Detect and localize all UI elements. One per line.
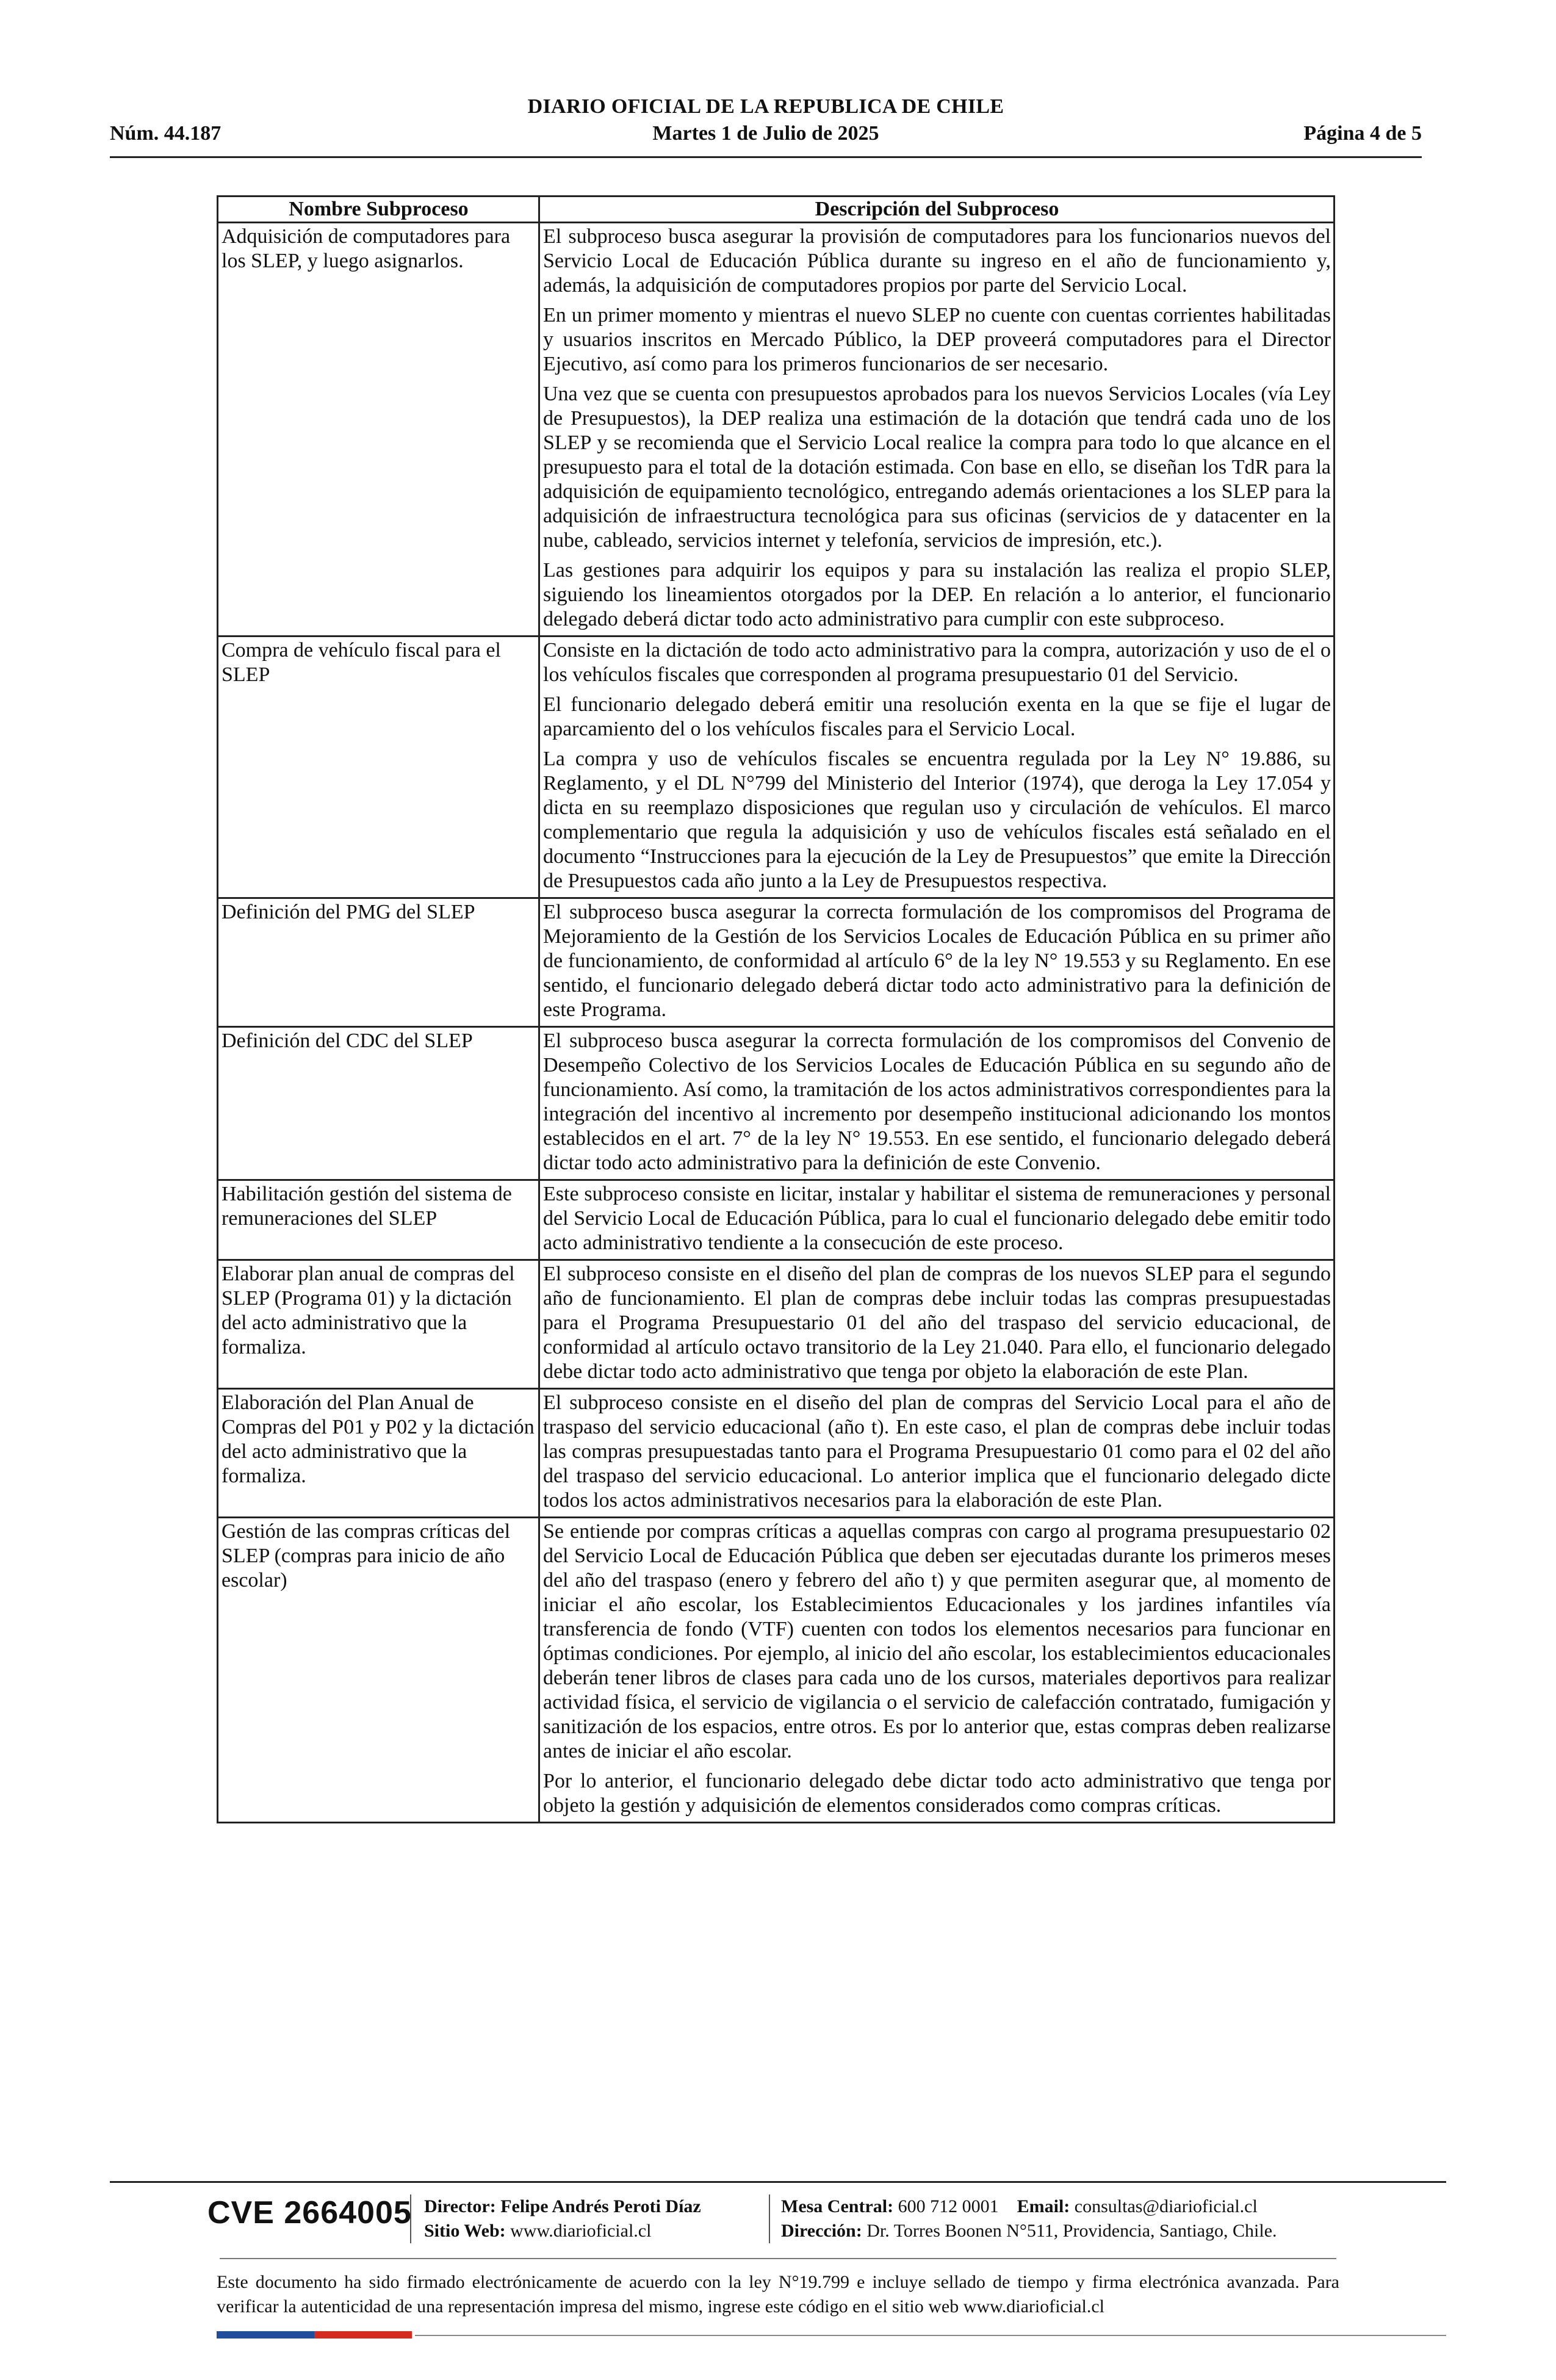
header-divider	[110, 156, 1422, 158]
footer-divider	[110, 2181, 1446, 2183]
footer-director-block	[424, 2194, 701, 2243]
address-label: Dirección:	[781, 2221, 862, 2241]
footer-bottom-line	[415, 2335, 1446, 2336]
description-paragraph: El funcionario delegado deberá emitir una resolución exenta en la que se fije el lugar de aparcamiento del o los vehículos fiscales para el Servicio Local.	[543, 693, 1331, 740]
description-paragraph: En un primer momento y mientras el nuevo SLEP no cuente con cuentas corrientes habilitadas y usuarios inscritos en Mercado Público, la DEP proveerá computadores para el Director Ejecutivo, así como para los primeros funcionarios de ser necesario.	[543, 304, 1331, 375]
subprocess-name: Compra de vehículo fiscal para el SLEP	[218, 636, 539, 898]
footer-inner-divider	[220, 2258, 1336, 2259]
subprocess-description	[539, 1027, 1334, 1180]
subprocess-name: Habilitación gestión del sistema de remuneraciones del SLEP	[218, 1180, 539, 1260]
flag-stripe	[217, 2331, 412, 2339]
phone-label: Mesa Central:	[781, 2196, 894, 2216]
column-header-description: Descripción del Subproceso	[539, 197, 1334, 223]
email-link[interactable]: consultas@diarioficial.cl	[1074, 2196, 1258, 2216]
table-row	[218, 636, 1334, 898]
site-label: Sitio Web:	[424, 2221, 506, 2241]
description-paragraph: Se entiende por compras críticas a aquellas compras con cargo al programa presupuestario 02 del Servicio Local de Educación Pública que deben ser ejecutadas durante los primeros meses del año del traspaso (enero y febrero del año t) y que permiten asegurar que, al momento de iniciar el año escolar, los Establecimientos Educacionales y los jardines infantiles vía transferencia de fondo (VTF) cuenten con todos los elementos necesarios para funcionar en óptimas condiciones. Por ejemplo, al inicio del año escolar, los establecimientos educacionales deberán tener libros de clases para cada uno de los cursos, materiales deportivos para realizar actividad física, el servicio de vigilancia o el servicio de calefacción contratado, fumigación y sanitización de los espacios, entre otros. Es por lo anterior que, estas compras deben realizarse antes de iniciar el año escolar.	[543, 1520, 1331, 1762]
footer-separator	[410, 2194, 411, 2243]
subprocess-name: Gestión de las compras críticas del SLEP (compras para inicio de año escolar)	[218, 1518, 539, 1823]
subprocess-description	[539, 898, 1334, 1027]
description-paragraph: El subproceso busca asegurar la correcta formulación de los compromisos del Convenio de Desempeño Colectivo de los Servicios Locales de Educación Pública en su segundo año de funcionamiento. Así como, la tramitación de los actos administrativos correspondientes para la integración del incentivo al incremento por desempeño institucional adicionando los montos establecidos en el art. 7° de la ley N° 19.553. En ese sentido, el funcionario delegado deberá dictar todo acto administrativo para la definición de este Convenio.	[543, 1030, 1331, 1174]
footer-contact-block	[781, 2194, 1277, 2243]
table-row	[218, 898, 1334, 1027]
subprocess-description	[539, 1518, 1334, 1823]
site-link[interactable]: www.diarioficial.cl	[510, 2221, 652, 2241]
flag-blue-segment	[217, 2331, 314, 2339]
page-footer	[110, 2181, 1446, 2346]
footer-separator	[769, 2194, 770, 2243]
description-paragraph: Consiste en la dictación de todo acto administrativo para la compra, autorización y uso de el o los vehículos fiscales que corresponden al programa presupuestario 01 del Servicio.	[543, 639, 1331, 686]
flag-red-segment	[314, 2331, 412, 2339]
subprocess-description	[539, 1180, 1334, 1260]
subprocess-name: Elaboración del Plan Anual de Compras del P01 y P02 y la dictación del acto administrativo que la formaliza.	[218, 1389, 539, 1518]
subprocess-description	[539, 1260, 1334, 1389]
table-header-row	[218, 197, 1334, 223]
page-number: Página 4 de 5	[1303, 122, 1422, 145]
description-paragraph: La compra y uso de vehículos fiscales se encuentra regulada por la Ley N° 19.886, su Reglamento, y el DL N°799 del Ministerio del Interior (1974), que deroga la Ley 17.054 y dicta en su reemplazo disposiciones que regulan uso y circulación de vehículos. El marco complementario que regula la adquisición y uso de vehículos fiscales está señalado en el documento “Instrucciones para la ejecución de la Ley de Presupuestos” que emite la Dirección de Presupuestos cada año junto a la Ley de Presupuestos respectiva.	[543, 748, 1331, 892]
subprocess-table	[217, 195, 1335, 1823]
column-header-name: Nombre Subproceso	[218, 197, 539, 223]
page-header	[110, 95, 1422, 161]
description-paragraph: El subproceso consiste en el diseño del plan de compras del Servicio Local para el año de traspaso del servicio educacional (año t). En este caso, el plan de compras debe incluir todas las compras presupuestadas tanto para el Programa Presupuestario 01 como para el 02 del año del traspaso del servicio educacional. Lo anterior implica que el funcionario delegado dicte todos los actos administrativos necesarios para la elaboración de este Plan.	[543, 1391, 1331, 1512]
cve-code: CVE 2664005	[207, 2195, 412, 2230]
newspaper-title: DIARIO OFICIAL DE LA REPUBLICA DE CHILE	[527, 95, 1004, 118]
subprocess-name: Definición del CDC del SLEP	[218, 1027, 539, 1180]
description-paragraph: Por lo anterior, el funcionario delegado debe dictar todo acto administrativo que tenga por objeto la gestión y adquisición de elementos considerados como compras críticas.	[543, 1770, 1331, 1817]
description-paragraph: Una vez que se cuenta con presupuestos aprobados para los nuevos Servicios Locales (vía Ley de Presupuestos), la DEP realiza una estimación de la dotación que tendrá cada uno de los SLEP y se recomienda que el Servicio Local realice la compra para todo lo que alcance en el presupuesto para el total de la dotación estimada. Con base en ello, se diseñan los TdR para la adquisición de equipamiento tecnológico, entregando además orientaciones a los SLEP para la adquisición de infraestructura tecnológica para sus oficinas (servicios de y datacenter en la nube, cableado, servicios internet y telefonía, servicios de impresión, etc.).	[543, 383, 1331, 552]
description-paragraph: Este subproceso consiste en licitar, instalar y habilitar el sistema de remuneraciones y personal del Servicio Local de Educación Pública, para lo cual el funcionario delegado debe emitir todo acto administrativo tendiente a la consecución de este proceso.	[543, 1183, 1331, 1254]
subprocess-description	[539, 1389, 1334, 1518]
signature-note: Este documento ha sido firmado electrónicamente de acuerdo con la ley N°19.799 e incluye sellado de tiempo y firma electrónica avanzada. Para verificar la autenticidad de una representación impresa del mismo, ingrese este código en el sitio web www.diarioficial.cl	[217, 2272, 1339, 2317]
table-row	[218, 1027, 1334, 1180]
director-label: Director: Felipe Andrés Peroti Díaz	[424, 2196, 701, 2216]
address-value: Dr. Torres Boonen N°511, Providencia, Santiago, Chile.	[866, 2221, 1277, 2241]
phone-value: 600 712 0001	[898, 2196, 999, 2216]
description-paragraph: El subproceso consiste en el diseño del plan de compras de los nuevos SLEP para el segundo año de funcionamiento. El plan de compras debe incluir todas las compras presupuestadas para el Programa Presupuestario 01 del año del traspaso del servicio educacional, de conformidad al artículo octavo transitorio de la Ley 21.040. Para ello, el funcionario delegado debe dictar todo acto administrativo que tenga por objeto la elaboración de este Plan.	[543, 1263, 1331, 1383]
description-paragraph: Las gestiones para adquirir los equipos y para su instalación las realiza el propio SLEP, siguiendo los lineamientos otorgados por la DEP. En relación a lo anterior, el funcionario delegado deberá dictar todo acto administrativo para cumplir con este subproceso.	[543, 559, 1331, 630]
table-row	[218, 1518, 1334, 1823]
description-paragraph: El subproceso busca asegurar la provisión de computadores para los funcionarios nuevos del Servicio Local de Educación Pública durante su ingreso en el año de funcionamiento y, además, la adquisición de computadores propios por parte del Servicio Local.	[543, 225, 1331, 297]
subprocess-description	[539, 223, 1334, 636]
subprocess-name: Elaborar plan anual de compras del SLEP (Programa 01) y la dictación del acto administrativo que la formaliza.	[218, 1260, 539, 1389]
subprocess-name: Adquisición de computadores para los SLEP, y luego asignarlos.	[218, 223, 539, 636]
email-label: Email:	[1017, 2196, 1070, 2216]
table-row	[218, 223, 1334, 636]
description-paragraph: El subproceso busca asegurar la correcta formulación de los compromisos del Programa de Mejoramiento de la Gestión de los Servicios Locales de Educación Pública en su primer año de funcionamiento, de conformidad al artículo 6° de la ley N° 19.553 y su Reglamento. En ese sentido, el funcionario delegado deberá dictar todo acto administrativo para la definición de este Programa.	[543, 901, 1331, 1021]
issue-number: Núm. 44.187	[110, 122, 222, 145]
subprocess-table-container	[217, 195, 1333, 1823]
issue-date: Martes 1 de Julio de 2025	[652, 122, 879, 145]
table-row	[218, 1389, 1334, 1518]
subprocess-description	[539, 636, 1334, 898]
table-row	[218, 1260, 1334, 1389]
subprocess-name: Definición del PMG del SLEP	[218, 898, 539, 1027]
table-row	[218, 1180, 1334, 1260]
